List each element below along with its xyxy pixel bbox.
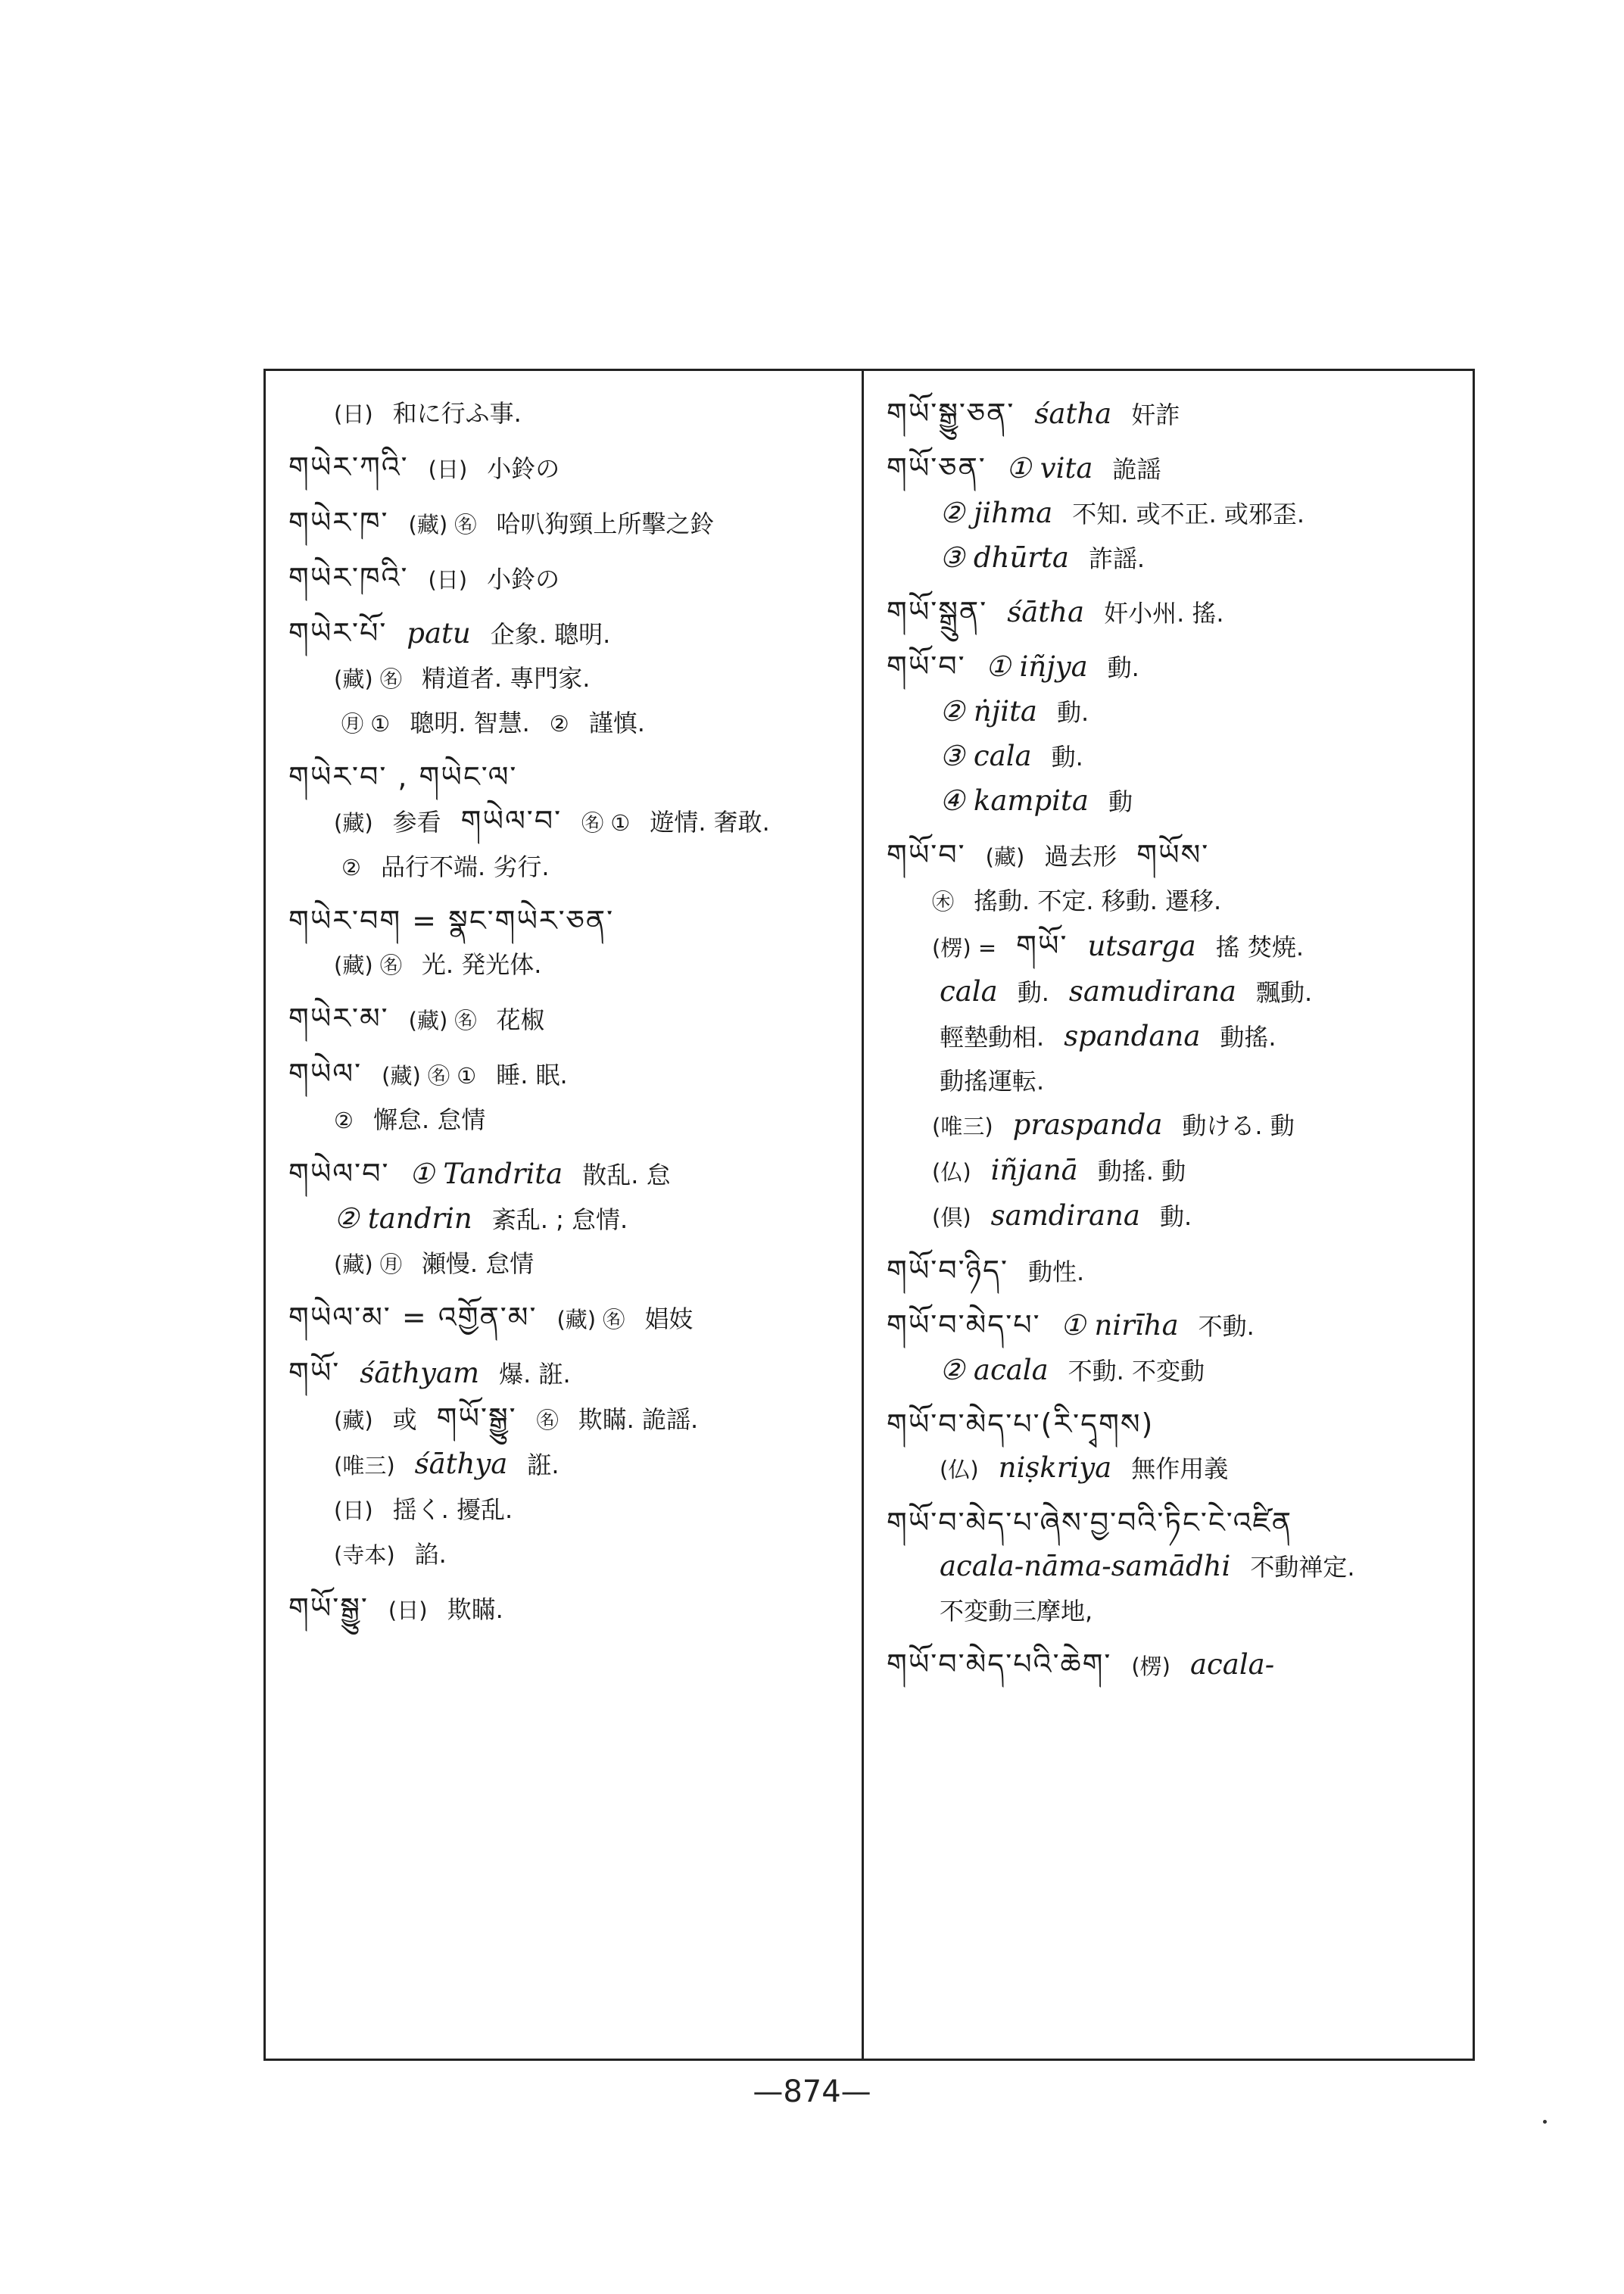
dictionary-entry bbox=[887, 1248, 1457, 1294]
entry-subline bbox=[887, 491, 1457, 536]
entry-headline bbox=[288, 611, 846, 656]
dictionary-entry bbox=[887, 590, 1457, 635]
tibetan-term: གཡོ་བ་ཉིད་ bbox=[887, 1254, 1008, 1287]
entry-headline bbox=[887, 1501, 1457, 1544]
gloss-text: 輕墊動相. bbox=[940, 1023, 1045, 1052]
gloss-text: 聰明. 智慧. bbox=[410, 709, 530, 737]
gloss-text: 諂. bbox=[414, 1540, 447, 1569]
tibetan-term: གཡོ་ bbox=[288, 1356, 341, 1389]
gloss-text: 奸詐 bbox=[1131, 401, 1180, 429]
source-marker: ㊔ bbox=[536, 1407, 559, 1433]
entry-headline bbox=[288, 1351, 846, 1396]
entry-subline bbox=[887, 1348, 1457, 1393]
sanskrit-term: ② tandrin bbox=[334, 1202, 472, 1235]
dictionary-entry bbox=[887, 391, 1457, 437]
entry-subline bbox=[288, 1197, 846, 1242]
sanskrit-term: acala- bbox=[1190, 1648, 1275, 1681]
sanskrit-term: samdirana bbox=[990, 1199, 1140, 1232]
entry-subline bbox=[288, 1488, 846, 1532]
entry-subline bbox=[887, 1015, 1457, 1059]
gloss-text: 睡. 眠. bbox=[496, 1061, 568, 1089]
dictionary-entry bbox=[288, 1152, 846, 1286]
tibetan-term: གཡོ་སྒྱུ་ bbox=[436, 1401, 517, 1435]
entry-subline bbox=[288, 701, 846, 746]
gloss-text: 不動. 不変動 bbox=[1068, 1357, 1205, 1385]
right-column bbox=[864, 369, 1473, 2061]
tibetan-term: གཡོས་ bbox=[1136, 838, 1210, 871]
gloss-text: 無作用義 bbox=[1131, 1454, 1229, 1483]
gloss-text: 誑. bbox=[527, 1451, 560, 1479]
tibetan-term: གཡེར་མ་ bbox=[288, 1002, 389, 1035]
gloss-text: 光. 発光体. bbox=[421, 950, 542, 979]
dictionary-entry bbox=[288, 755, 846, 890]
gloss-text: 花椒 bbox=[496, 1005, 545, 1034]
source-marker: (日) bbox=[334, 401, 373, 427]
tibetan-term: གཡོ་སྒྱུ་ཅན་ bbox=[887, 397, 1015, 430]
sanskrit-term: ③ dhūrta bbox=[940, 541, 1069, 574]
entry-subline bbox=[887, 1103, 1457, 1149]
source-marker: (楞) = bbox=[932, 935, 997, 961]
dictionary-entry bbox=[887, 1642, 1457, 1688]
sanskrit-term: patu bbox=[407, 617, 471, 650]
entry-subline bbox=[887, 924, 1457, 970]
gloss-text: 飄動. bbox=[1256, 978, 1313, 1007]
gloss-text: 詭謡 bbox=[1112, 455, 1161, 484]
tibetan-term: གཡེར་ཁ་ bbox=[288, 506, 389, 539]
gloss-text: 精道者. 專門家. bbox=[421, 664, 591, 693]
entry-subline bbox=[887, 734, 1457, 779]
entry-subline bbox=[288, 845, 846, 890]
tibetan-term: གཡེལ་བ་ bbox=[460, 804, 563, 837]
entry-headline bbox=[887, 446, 1457, 491]
entry-headline bbox=[288, 391, 846, 436]
entry-headline bbox=[887, 1248, 1457, 1294]
tibetan-term: གཡོ་ bbox=[1016, 929, 1068, 962]
sanskrit-term: iñjanā bbox=[990, 1154, 1078, 1186]
entry-subline bbox=[887, 779, 1457, 824]
entry-subline bbox=[887, 1149, 1457, 1194]
source-marker: (日) bbox=[334, 1498, 373, 1523]
dictionary-entry bbox=[887, 446, 1457, 581]
source-marker: (藏) ㊔ bbox=[408, 1008, 477, 1033]
dictionary-entry bbox=[288, 445, 846, 491]
entry-subline bbox=[887, 970, 1457, 1015]
entry-headline bbox=[887, 644, 1457, 690]
entry-headline bbox=[288, 1052, 846, 1098]
gloss-text: 遊情. 奢敢. bbox=[650, 808, 770, 837]
gloss-text: 和に行ふ事. bbox=[392, 399, 522, 428]
entry-subline bbox=[887, 1059, 1457, 1103]
entry-headline bbox=[288, 755, 846, 799]
entry-subline bbox=[887, 1446, 1457, 1491]
gloss-text: 散乱. 怠 bbox=[582, 1161, 671, 1189]
gloss-text: 動. bbox=[1057, 698, 1089, 727]
sanskrit-term: śātha bbox=[1007, 596, 1085, 628]
sanskrit-term: samudirana bbox=[1068, 975, 1236, 1008]
gloss-text: 奸小州. 搖. bbox=[1104, 599, 1224, 628]
tibetan-term: གཡོ་སྒྲུན་ bbox=[887, 595, 988, 628]
gloss-text: 動. bbox=[1017, 978, 1049, 1007]
source-marker: (寺本) bbox=[334, 1542, 395, 1568]
gloss-text: 或 bbox=[392, 1405, 417, 1434]
source-marker: ② bbox=[334, 1108, 354, 1133]
tibetan-term: གཡོ་བ་ bbox=[887, 838, 966, 871]
tibetan-term: གཡོ་བ་མེད་པ་ཞེས་བྱ་བའི་ཏིང་ངེ་འཛིན bbox=[887, 1506, 1293, 1539]
tibetan-term: གཡོ་བ་མེད་པ་ bbox=[887, 1308, 1041, 1342]
dictionary-entry bbox=[288, 611, 846, 746]
source-marker: (仏) bbox=[940, 1457, 979, 1482]
gloss-text: 動 bbox=[1108, 787, 1133, 816]
entry-headline bbox=[288, 899, 846, 943]
gloss-text: 動. bbox=[1051, 743, 1083, 771]
tibetan-term: གཡོ་ཅན་ bbox=[887, 451, 987, 485]
gloss-text: 動性. bbox=[1027, 1258, 1085, 1286]
source-marker: ㊊ ① bbox=[341, 711, 391, 737]
source-marker: ㊍ bbox=[932, 889, 955, 915]
entry-headline bbox=[288, 500, 846, 547]
entry-subline bbox=[288, 656, 846, 701]
entry-subline bbox=[887, 690, 1457, 734]
dictionary-entry bbox=[288, 1295, 846, 1342]
gloss-text: 不知. 或不正. 或邪歪. bbox=[1072, 500, 1305, 528]
entry-headline bbox=[887, 1642, 1457, 1688]
dictionary-entry bbox=[887, 1501, 1457, 1633]
entry-subline bbox=[288, 1098, 846, 1142]
gloss-text: 小鈴の bbox=[487, 565, 560, 594]
gloss-text: 小鈴の bbox=[487, 454, 560, 483]
tibetan-term: གཡེར་ཁའི་ bbox=[288, 561, 409, 594]
dictionary-entry bbox=[887, 1303, 1457, 1393]
gloss-text: 紊乱. ; 怠情. bbox=[491, 1205, 628, 1234]
gloss-text: 欺瞞. 詭謡. bbox=[578, 1405, 699, 1434]
sanskrit-term: śāthya bbox=[414, 1448, 508, 1480]
gloss-text: 欺瞞. bbox=[447, 1595, 503, 1624]
entry-headline bbox=[887, 833, 1457, 879]
source-marker: (藏) ㊊ bbox=[334, 1251, 402, 1277]
tibetan-term: གཡེར་པོ་ bbox=[288, 616, 388, 650]
entry-headline bbox=[288, 1586, 846, 1632]
gloss-text: 過去形 bbox=[1044, 842, 1117, 871]
source-marker: (藏) ㊔ bbox=[334, 666, 402, 692]
entry-subline bbox=[288, 1532, 846, 1577]
tibetan-term: གཡོ་བ་མེད་པའི་ཆེག་ bbox=[887, 1647, 1112, 1681]
entry-subline bbox=[288, 943, 846, 987]
entry-subline bbox=[887, 1589, 1457, 1633]
gloss-text: 搖 焚焼. bbox=[1215, 933, 1304, 962]
source-marker: (藏) bbox=[334, 810, 373, 836]
dictionary-entry bbox=[288, 1586, 846, 1632]
source-marker: (藏) ㊔ ① bbox=[382, 1063, 477, 1089]
gloss-text: 動. bbox=[1107, 653, 1139, 682]
gloss-text: 揺く. 擾乱. bbox=[392, 1495, 513, 1524]
gloss-text: 参看 bbox=[392, 808, 441, 837]
sanskrit-term: ② ṅjita bbox=[940, 695, 1037, 728]
sanskrit-term: śāthyam bbox=[360, 1357, 480, 1389]
sanskrit-term: ① vita bbox=[1005, 452, 1093, 485]
dictionary-entry bbox=[288, 556, 846, 602]
entry-headline bbox=[288, 1152, 846, 1197]
gloss-text: 哈叭狗頸上所擊之鈴 bbox=[496, 510, 715, 538]
entry-subline bbox=[288, 1242, 846, 1286]
entry-subline bbox=[887, 536, 1457, 581]
gloss-text: 動搖運転. bbox=[940, 1067, 1045, 1096]
gloss-text: 搖動. 不定. 移動. 遷移. bbox=[974, 887, 1222, 915]
entry-headline bbox=[887, 1402, 1457, 1446]
source-marker: (唯三) bbox=[334, 1453, 395, 1479]
entry-headline bbox=[887, 590, 1457, 635]
entry-headline bbox=[288, 996, 846, 1043]
source-marker: (日) bbox=[428, 457, 468, 482]
gloss-text: 動搖. bbox=[1220, 1023, 1276, 1052]
tibetan-term: གཡེར་ཀའི་ bbox=[288, 450, 409, 484]
page-number: —874— bbox=[753, 2074, 871, 2109]
sanskrit-term: ④ kampita bbox=[940, 784, 1089, 817]
source-marker: (倶) bbox=[932, 1205, 971, 1230]
tibetan-term: གཡེལ་བ་ bbox=[288, 1157, 390, 1190]
source-marker: (藏) bbox=[334, 1407, 373, 1433]
tibetan-term: གཡོ་སྒྱུ་ bbox=[288, 1591, 369, 1625]
sanskrit-term: ② jihma bbox=[940, 497, 1053, 529]
sanskrit-term: spandana bbox=[1064, 1020, 1201, 1052]
dictionary-entry bbox=[288, 391, 846, 436]
sanskrit-term: ① Tandrita bbox=[409, 1158, 563, 1190]
source-marker: (藏) ㊔ bbox=[334, 952, 402, 978]
tibetan-term: གཡོ་བ་ bbox=[887, 650, 966, 683]
entry-headline bbox=[887, 1303, 1457, 1348]
tibetan-term: གཡོ་བ་མེད་པ་(རི་དྭགས) bbox=[887, 1407, 1155, 1441]
tibetan-term: གཡེལ་མ་ = འགྱོན་མ་ bbox=[288, 1301, 538, 1334]
dictionary-entry bbox=[887, 1402, 1457, 1491]
source-marker: ② bbox=[341, 855, 361, 881]
source-marker: ② bbox=[549, 711, 569, 737]
entry-subline bbox=[887, 1544, 1457, 1589]
dictionary-entry bbox=[288, 500, 846, 547]
source-marker: (藏) bbox=[985, 844, 1025, 870]
source-marker: (藏) ㊔ bbox=[408, 512, 477, 538]
sanskrit-term: ① iñjya bbox=[985, 650, 1088, 683]
dictionary-entry bbox=[288, 1351, 846, 1577]
sanskrit-term: niṣkriya bbox=[998, 1451, 1112, 1484]
dictionary-entry bbox=[288, 1052, 846, 1142]
source-marker: (日) bbox=[428, 567, 468, 593]
sanskrit-term: ③ cala bbox=[940, 740, 1032, 772]
gloss-text: 品行不端. 劣行. bbox=[381, 852, 550, 881]
entry-subline bbox=[288, 799, 846, 845]
gloss-text: 懈怠. 怠情 bbox=[373, 1105, 486, 1134]
dictionary-entry bbox=[288, 996, 846, 1043]
tibetan-term: གཡེར་བག = སྣང་གཡེར་ཅན་ bbox=[288, 904, 615, 937]
sanskrit-term: ② acala bbox=[940, 1354, 1049, 1386]
gloss-text: 動搖. 動 bbox=[1097, 1157, 1186, 1186]
gloss-text: 詐謡. bbox=[1088, 544, 1146, 573]
entry-headline bbox=[288, 556, 846, 602]
source-marker: (藏) ㊔ bbox=[556, 1307, 625, 1332]
entry-headline bbox=[887, 391, 1457, 437]
sanskrit-term: cala bbox=[940, 975, 998, 1008]
tibetan-term: གཡེལ་ bbox=[288, 1057, 363, 1090]
entry-headline bbox=[288, 1295, 846, 1342]
dictionary-entry bbox=[288, 899, 846, 987]
sanskrit-term: śatha bbox=[1034, 397, 1112, 430]
entry-subline bbox=[887, 1194, 1457, 1239]
source-marker: (仏) bbox=[932, 1159, 971, 1185]
gloss-text: 謹慎. bbox=[588, 709, 645, 737]
gloss-text: 動. bbox=[1159, 1202, 1192, 1231]
entry-subline bbox=[288, 1442, 846, 1488]
gloss-text: 不変動三摩地, bbox=[940, 1597, 1093, 1625]
dictionary-entry bbox=[887, 644, 1457, 824]
gloss-text: 不動. bbox=[1198, 1312, 1255, 1341]
source-marker: (楞) bbox=[1131, 1653, 1170, 1679]
gloss-text: 不動禅定. bbox=[1250, 1553, 1355, 1582]
entry-subline bbox=[887, 879, 1457, 924]
entry-headline bbox=[288, 445, 846, 491]
sanskrit-term: acala-nāma-samādhi bbox=[940, 1550, 1231, 1582]
sanskrit-term: utsarga bbox=[1087, 930, 1196, 962]
source-marker: ㊔ ① bbox=[581, 810, 631, 836]
scan-speck bbox=[1543, 2120, 1547, 2124]
dictionary-entry bbox=[887, 833, 1457, 1239]
gloss-text: 企象. 聰明. bbox=[490, 620, 611, 649]
entry-subline bbox=[288, 1396, 846, 1442]
tibetan-term: གཡེར་བ་ , གཡེང་ལ་ bbox=[288, 760, 518, 793]
gloss-text: 動ける. 動 bbox=[1182, 1111, 1295, 1140]
sanskrit-term: praspanda bbox=[1012, 1108, 1163, 1141]
gloss-text: 爆. 誑. bbox=[499, 1360, 571, 1389]
gloss-text: 瀬慢. 怠情 bbox=[421, 1249, 535, 1278]
source-marker: (唯三) bbox=[932, 1114, 993, 1139]
gloss-text: 娼妓 bbox=[644, 1304, 694, 1333]
left-column bbox=[266, 369, 862, 2061]
source-marker: (日) bbox=[388, 1597, 428, 1623]
sanskrit-term: ① nirīha bbox=[1060, 1309, 1179, 1342]
